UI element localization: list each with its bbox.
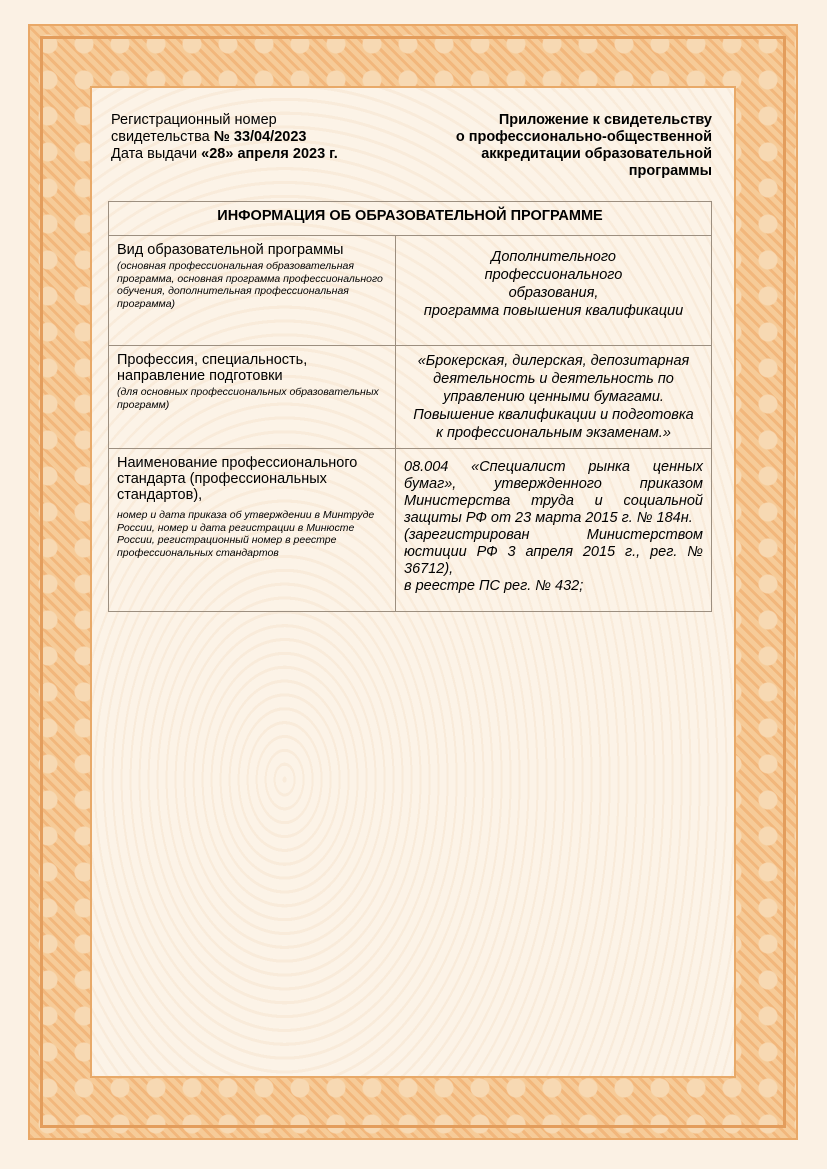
appendix-title-line1: Приложение к свидетельству	[498, 112, 712, 128]
row-label: Вид образовательной программы	[117, 242, 344, 258]
row-label-cell	[109, 236, 396, 346]
issue-date-line	[111, 146, 391, 163]
issue-date: «28» апреля 2023 г.	[201, 146, 338, 162]
value-paragraph: 08.004 «Специалист рынка ценных бумаг», утвержденного приказом Министерства труда и социальной защиты РФ от 23 марта 2015 г. № 184н.	[404, 459, 703, 526]
row-label: Наименование профессионального стандарта (профессиональных стандартов),	[117, 455, 358, 503]
value-line: Повышение квалификации и подготовка	[413, 407, 694, 423]
table-title: ИНФОРМАЦИЯ ОБ ОБРАЗОВАТЕЛЬНОЙ ПРОГРАММЕ	[109, 202, 712, 236]
table-row	[109, 346, 712, 449]
value-paragraph: (зарегистрирован Министерством юстиции РФ 3 апреля 2015 г., рег. № 36712),	[404, 527, 703, 577]
issue-date-label: Дата выдачи	[111, 146, 202, 162]
row-label-cell	[109, 449, 396, 612]
appendix-title-line3: аккредитации образовательной	[481, 146, 712, 162]
row-label-cell	[109, 346, 396, 449]
table-row	[109, 236, 712, 346]
appendix-title-line2: о профессионально-общественной	[455, 129, 712, 145]
row-value-cell	[396, 449, 712, 612]
certificate-number-line	[111, 129, 391, 146]
row-label: Профессия, специальность, направление подготовки	[117, 352, 308, 384]
value-line: «Брокерская, дилерская, депозитарная	[417, 353, 690, 369]
table-row	[109, 449, 712, 612]
appendix-title-line4: программы	[628, 163, 712, 179]
value-line: профессионального	[484, 267, 623, 283]
row-hint: номер и дата приказа об утверждении в Минтруде России, номер и дата регистрации в Минюсте России, регистрационный номер в реестре профессиональных стандартов	[117, 509, 375, 559]
value-line: деятельность и деятельность по	[433, 371, 674, 387]
value-line: программа повышения квалификации	[423, 303, 684, 319]
row-value-cell	[396, 346, 712, 449]
row-value-cell	[396, 236, 712, 346]
table-header-row	[109, 202, 712, 236]
value-line: Дополнительного	[491, 249, 616, 265]
appendix-title	[420, 112, 712, 180]
certificate-number-label: свидетельства	[111, 129, 214, 145]
registration-label: Регистрационный номер	[111, 112, 277, 128]
value-line: управлению ценными бумагами.	[443, 389, 664, 405]
certificate-number: № 33/04/2023	[213, 129, 307, 145]
value-line: образования,	[508, 285, 599, 301]
row-hint: (для основных профессиональных образовательных программ)	[117, 386, 379, 411]
program-info-table	[108, 201, 712, 612]
value-paragraph: в реестре ПС рег. № 432;	[404, 578, 584, 594]
registration-info	[111, 112, 391, 163]
row-hint: (основная профессиональная образовательная программа, основная программа профессионального обучения, дополнительная профессиональная программа)	[117, 260, 383, 310]
value-line: к профессиональным экзаменам.»	[436, 425, 671, 441]
